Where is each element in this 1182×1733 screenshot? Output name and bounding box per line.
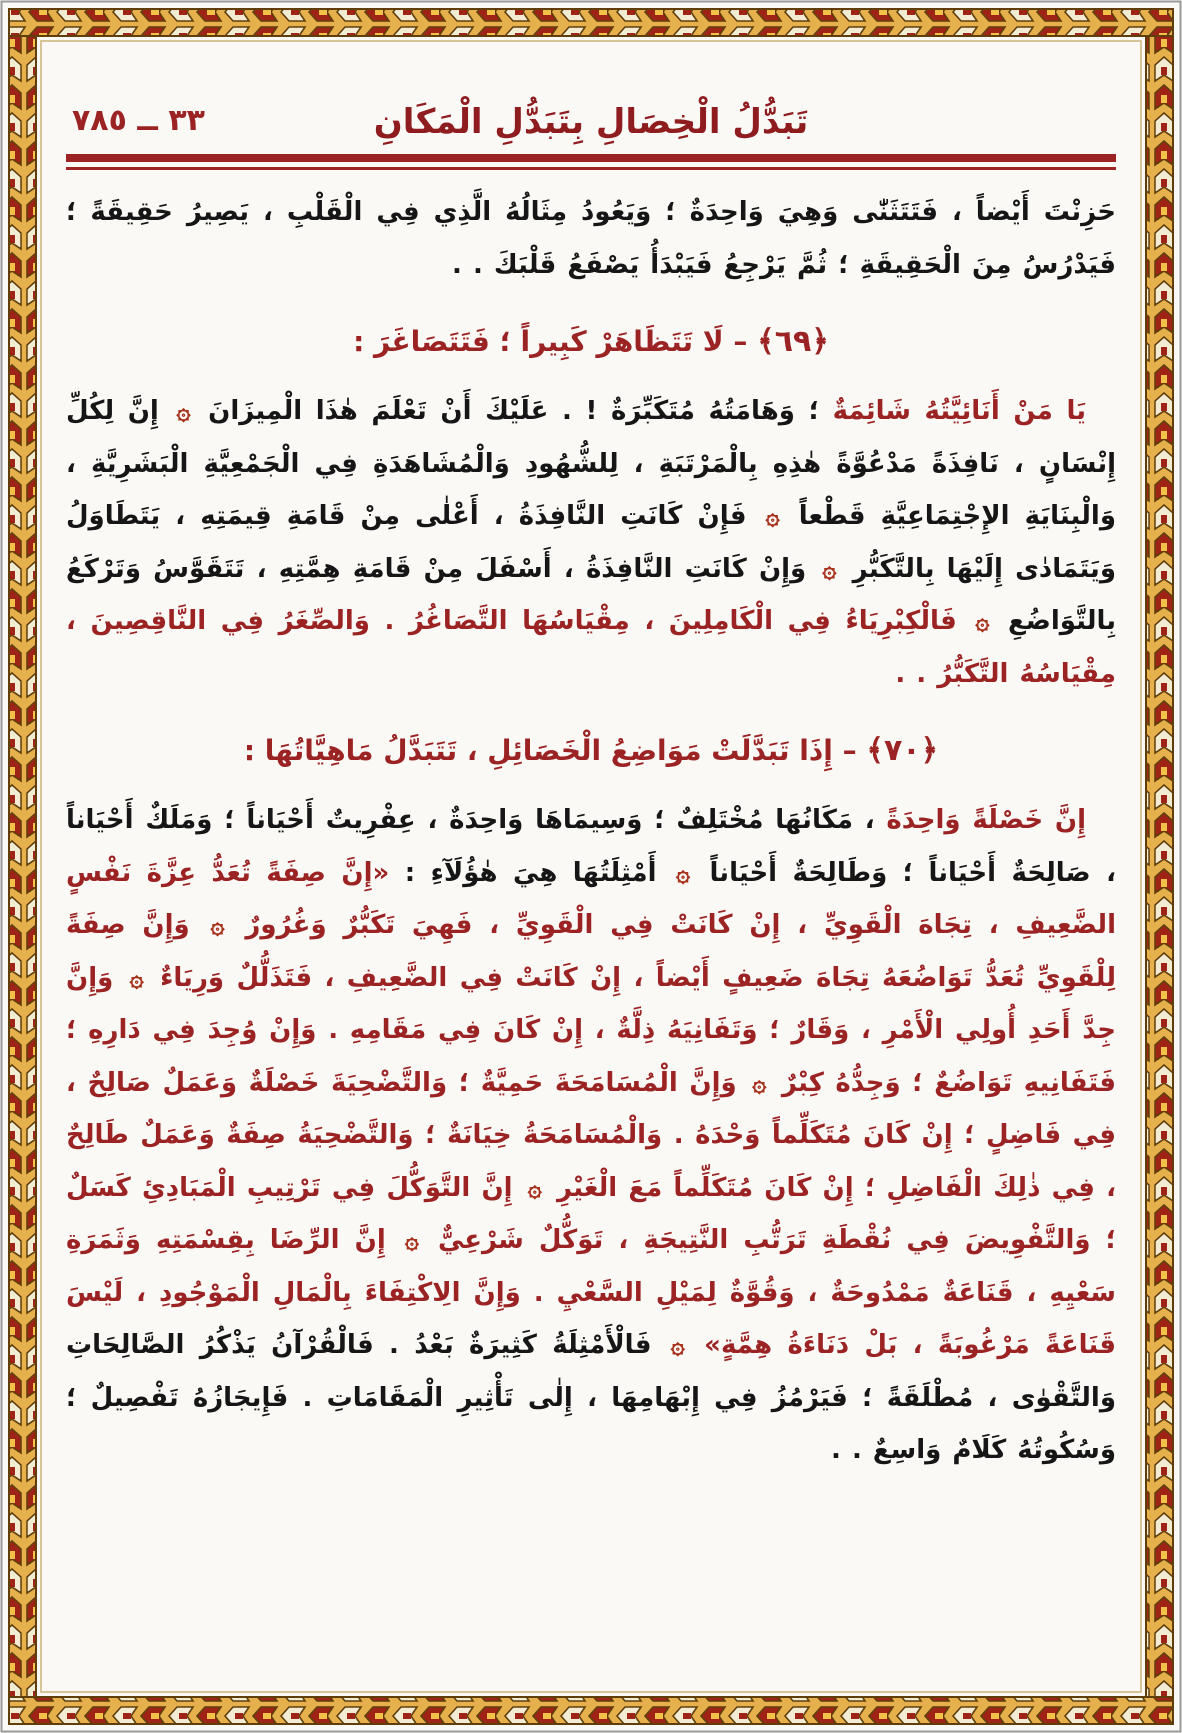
text-segment-red: «إِنَّ صِفَةً تُعَدُّ عِزَّةَ نَفْسٍ الضَّعِيفِ ، تِجَاهَ الْقَوِيِّ ، إِنْ كَانَتْ فِي الْقَوِيِّ ، فَهِيَ تَكَبُّرٌ وَغُرُورٌ xyxy=(66,857,1116,941)
rosette-ornament: ۞ xyxy=(822,554,837,583)
page-header xyxy=(66,70,1116,142)
rosette-ornament: ۞ xyxy=(404,1226,419,1255)
heading-dash: – xyxy=(723,325,758,359)
text-segment-black: فَالْأَمْثِلَةُ كَثِيرَةٌ بَعْدُ . فَالْقُرْآنُ يَذْكُرُ الصَّالِحَاتِ وَالتَّقْوٰى ، مُطْلَقَةً ؛ فَيَرْمُزُ فِي إِبْهَامِهَا ، إِلٰى تَأْثِيرِ الْمَقَامَاتِ . فَإِيجَازُهُ تَفْصِيلٌ ؛ وَسُكُوتُهُ كَلَامٌ وَاسِعٌ . . xyxy=(66,1330,1116,1466)
rosette-ornament: ۞ xyxy=(676,858,691,887)
rosette-ornament: ۞ xyxy=(129,963,144,992)
rosette-ornament: ۞ xyxy=(765,502,780,531)
page-title: تَبَدُّلُ الْخِصَالِ بِتَبَدُّلِ الْمَكَانِ xyxy=(373,102,809,142)
text-segment-red: يَا مَنْ أَنَائِيَّتُهُ شَائِمَةٌ xyxy=(832,396,1087,427)
page-content xyxy=(66,52,1116,1681)
body-paragraph xyxy=(66,385,1116,700)
text-segment-black: ؛ وَهَامَتُهُ مُتَكَبِّرَةٌ ! . عَلَيْكَ أَنْ تَعْلَمَ هٰذَا الْمِيزَانَ xyxy=(194,396,833,427)
body-paragraph xyxy=(66,186,1116,291)
body-text xyxy=(66,186,1116,1477)
page-number: ٣٣ ــ ٧٨٥ xyxy=(72,103,205,138)
section-heading-text: لَا تَتَظَاهَرْ كَبِيراً ؛ فَتَتَصَاغَرَ : xyxy=(353,325,724,359)
text-segment-red: فَالْكِبْرِيَاءُ فِي الْكَامِلِينَ ، مِقْيَاسُهَا التَّصَاغُرُ . وَالصِّغَرُ فِي النَّاقِصِينَ ، مِقْيَاسُهُ التَّكَبُّرُ . . xyxy=(66,606,1116,689)
section-heading xyxy=(66,724,1116,778)
text-segment-black: أَمْثِلَتُهَا هِيَ هٰؤُلَآءِ : xyxy=(389,857,673,888)
divider-thick-line xyxy=(66,154,1116,162)
text-segment-red: وَإِنَّ جِدَّ أَحَدِ أُولِي الْأَمْرِ ، وَقَارٌ ؛ وَتَفَانِيَهُ ذِلَّةٌ ، إِنْ كَانَ فِي مَقَامِهِ . وَإِنْ وُجِدَ فِي دَارِهِ ؛ فَتَفَانِيهِ تَوَاضُعٌ ؛ وَجِدُّهُ كِبْرٌ xyxy=(66,962,1116,1098)
rosette-ornament: ۞ xyxy=(527,1173,542,1202)
text-segment-black: وَإِنْ كَانَتِ النَّافِذَةُ ، أَسْفَلَ مِنْ قَامَةِ هِمَّتِهِ ، تَتَقَوَّسُ وَتَرْكَعُ بِالتَّوَاضُعِ xyxy=(66,553,1116,637)
text-segment-black: حَزِنْتَ أَيْضاً ، فَتَتَثَنّٰى وَهِيَ وَاحِدَةٌ ؛ وَيَعُودُ مِثَالُهُ الَّذِي فِي الْقَلْبِ ، يَصِيرُ حَقِيقَةً ؛ فَيَدْرُسُ مِنَ الْحَقِيقَةِ ؛ ثُمَّ يَرْجِعُ فَيَبْدَأُ يَصْفَعُ قَلْبَكَ . . xyxy=(66,197,1116,280)
rosette-ornament: ۞ xyxy=(176,397,191,426)
section-heading xyxy=(66,315,1116,369)
text-segment-black: ، مَكَانُهَا مُخْتَلِفٌ ؛ وَسِيمَاهَا وَاحِدَةٌ ، عِفْرِيتٌ أَحْيَاناً ؛ وَمَلَكٌ أَحْيَاناً ، صَالِحَةٌ أَحْيَاناً ؛ وَطَالِحَةٌ أَحْيَاناً xyxy=(66,805,1117,888)
text-segment-red: إِنَّ التَّوَكُّلَ فِي تَرْتِيبِ الْمَبَادِئِ كَسَلٌ ؛ وَالتَّفْوِيضَ فِي نُقْطَةِ تَرَتُّبِ النَّتِيجَةِ ، تَوَكُّلٌ شَرْعِيٌّ xyxy=(66,1172,1117,1256)
header-divider xyxy=(66,154,1116,170)
heading-dash: – xyxy=(832,734,867,768)
rosette-ornament: ۞ xyxy=(752,1068,767,1097)
text-segment-black: إِنَّ لِكُلِّ إِنْسَانٍ ، نَافِذَةً مَدْعُوَّةً هٰذِهِ بِالْمَرْتَبَةِ ، لِلشُّهُودِ وَالْمُشَاهَدَةِ فِي الْجَمْعِيَّةِ الْبَشَرِيَّةِ ، وَالْبِنَايَةِ الإِجْتِمَاعِيَّةِ قَطْعاً xyxy=(66,396,1116,532)
rosette-ornament: ۞ xyxy=(975,607,990,636)
rosette-ornament: ۞ xyxy=(210,911,225,940)
body-paragraph xyxy=(66,794,1116,1477)
divider-thin-line xyxy=(66,167,1116,170)
text-segment-red: إِنَّ الرِّضَا بِقِسْمَتِهِ وَثَمَرَةِ سَعْيِهِ ، قَنَاعَةٌ مَمْدُوحَةٌ ، وَقُوَّةٌ لِمَيْلِ السَّعْيِ . وَإِنَّ الِاكْتِفَاءَ بِالْمَالِ الْمَوْجُودِ ، لَيْسَ قَنَاعَةً مَرْغُوبَةً ، بَلْ دَنَاءَةُ هِمَّةٍ» xyxy=(66,1225,1116,1361)
text-segment-red: وَإِنَّ الْمُسَامَحَةَ حَمِيَّةٌ ؛ وَالتَّضْحِيَةَ خَصْلَةٌ وَعَمَلٌ صَالِحٌ ، فِي فَاضِلٍ ؛ إِنْ كَانَ مُتَكَلِّماً وَحْدَهُ . وَالْمُسَامَحَةُ خِيَانَةٌ ؛ وَالتَّضْحِيَةُ صِفَةٌ وَعَمَلٌ طَالِحٌ ، فِي ذٰلِكَ الْفَاضِلِ ؛ إِنْ كَانَ مُتَكَلِّماً مَعَ الْغَيْرِ xyxy=(66,1067,1117,1203)
text-segment-black: فَإِنْ كَانَتِ النَّافِذَةُ ، أَعْلٰى مِنْ قَامَةِ قِيمَتِهِ ، يَتَطَاوَلُ وَيَتَمَادٰى إِلَيْهَا بِالتَّكَبُّرِ xyxy=(66,501,1116,584)
section-heading-text: إِذَا تَبَدَّلَتْ مَوَاضِعُ الْخَصَائِلِ ، تَتَبَدَّلُ مَاهِيَّاتُهَا : xyxy=(243,734,833,768)
section-number-medallion: ﴿٧٠﴾ xyxy=(866,733,939,769)
text-segment-red: إِنَّ خَصْلَةً وَاحِدَةً xyxy=(886,805,1086,836)
rosette-ornament: ۞ xyxy=(670,1331,685,1360)
section-number-medallion: ﴿٦٩﴾ xyxy=(757,324,829,360)
text-segment-red: وَإِنَّ صِفَةً لِلْقَوِيِّ تُعَدُّ تَوَاضُعَهُ تِجَاهَ ضَعِيفٍ أَيْضاً ، إِنْ كَانَتْ فِي الضَّعِيفِ ، فَتَذَلُّلٌ وَرِيَاءٌ xyxy=(66,910,1116,993)
